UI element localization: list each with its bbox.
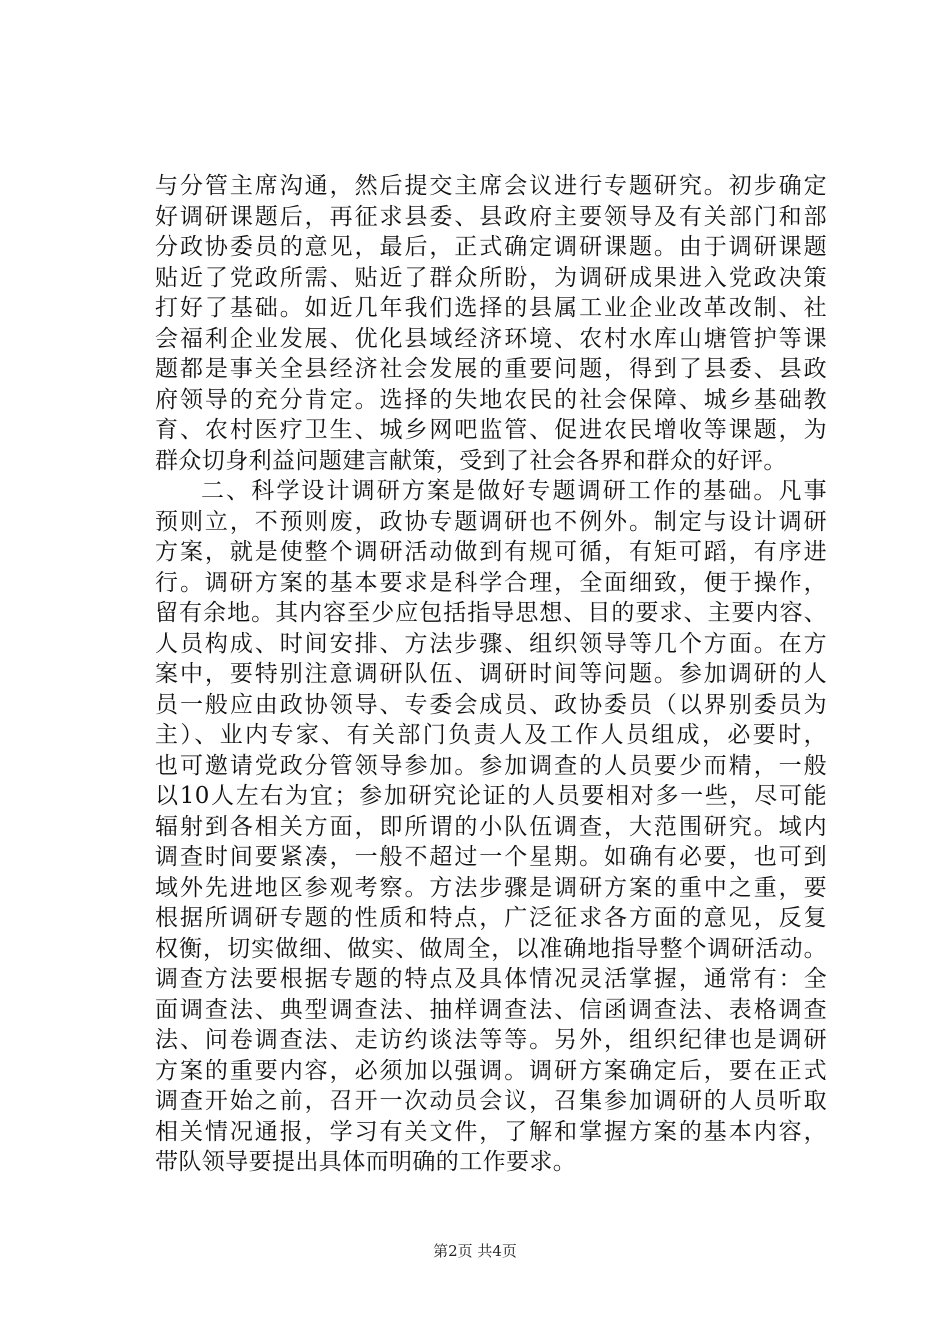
text-line: 人员构成、时间安排、方法步骤、组织领导等几个方面。在方 xyxy=(155,630,827,657)
text-line: 府领导的充分肯定。选择的失地农民的社会保障、城乡基础教 xyxy=(155,386,827,413)
text-line: 相关情况通报，学习有关文件，了解和掌握方案的基本内容， xyxy=(155,1118,827,1145)
text-line: 根据所调研专题的性质和特点，广泛征求各方面的意见，反复 xyxy=(155,905,827,931)
text-line: 面调查法、典型调查法、抽样调查法、信函调查法、表格调查 xyxy=(155,996,827,1023)
text-line: 预则立，不预则废，政协专题调研也不例外。制定与设计调研 xyxy=(155,508,827,535)
text-line: 辐射到各相关方面，即所谓的小队伍调查，大范围研究。域内 xyxy=(155,813,827,840)
text-line: 群众切身利益问题建言献策，受到了社会各界和群众的好评。 xyxy=(155,447,787,474)
text-line: 带队领导要提出具体而明确的工作要求。 xyxy=(155,1149,577,1175)
text-line: 调查开始之前，召开一次动员会议，召集参加调研的人员听取 xyxy=(155,1088,827,1114)
text-line: 也可邀请党政分管领导参加。参加调查的人员要少而精，一般 xyxy=(155,752,827,779)
text-line: 域外先进地区参观考察。方法步骤是调研方案的重中之重，要 xyxy=(155,874,827,901)
text-line: 案中，要特别注意调研队伍、调研时间等问题。参加调研的人 xyxy=(155,661,827,687)
text-line: 法、问卷调查法、走访约谈法等等。另外，组织纪律也是调研 xyxy=(155,1027,827,1053)
text-line: 贴近了党政所需、贴近了群众所盼，为调研成果进入党政决策 xyxy=(155,264,827,291)
text-line: 调查时间要紧凑，一般不超过一个星期。如确有必要，也可到 xyxy=(155,844,827,870)
body-text xyxy=(155,171,827,1178)
text-line: 与分管主席沟通，然后提交主席会议进行专题研究。初步确定 xyxy=(155,173,827,199)
text-line: 育、农村医疗卫生、城乡网吧监管、促进农民增收等课题，为 xyxy=(155,417,827,443)
text-line: 好调研课题后，再征求县委、县政府主要领导及有关部门和部 xyxy=(155,203,827,230)
page-footer xyxy=(0,1241,950,1261)
text-line: 行。调研方案的基本要求是科学合理，全面细致，便于操作， xyxy=(155,569,827,596)
page-number: 第2页 共4页 xyxy=(433,1242,517,1260)
text-line: 调查方法要根据专题的特点及具体情况灵活掌握，通常有：全 xyxy=(155,966,827,992)
text-line: 题都是事关全县经济社会发展的重要问题，得到了县委、县政 xyxy=(155,356,827,382)
text-line: 留有余地。其内容至少应包括指导思想、目的要求、主要内容、 xyxy=(155,600,827,626)
section-heading-line: 二、科学设计调研方案是做好专题调研工作的基础。凡事 xyxy=(201,478,827,504)
text-line: 主）、业内专家、有关部门负责人及工作人员组成，必要时， xyxy=(155,722,827,748)
text-line: 权衡，切实做细、做实、做周全，以准确地指导整个调研活动。 xyxy=(155,935,827,962)
text-line: 分政协委员的意见，最后，正式确定调研课题。由于调研课题 xyxy=(155,234,827,260)
text-line: 会福利企业发展、优化县域经济环境、农村水库山塘管护等课 xyxy=(155,325,827,352)
text-line: 打好了基础。如近几年我们选择的县属工业企业改革改制、社 xyxy=(155,295,827,321)
text-line: 以10人左右为宜；参加研究论证的人员要相对多一些，尽可能 xyxy=(155,783,827,809)
text-line: 员一般应由政协领导、专委会成员、政协委员（以界别委员为 xyxy=(155,691,827,718)
text-line: 方案，就是使整个调研活动做到有规可循，有矩可蹈，有序进 xyxy=(155,539,827,565)
text-line: 方案的重要内容，必须加以强调。调研方案确定后，要在正式 xyxy=(155,1057,827,1084)
